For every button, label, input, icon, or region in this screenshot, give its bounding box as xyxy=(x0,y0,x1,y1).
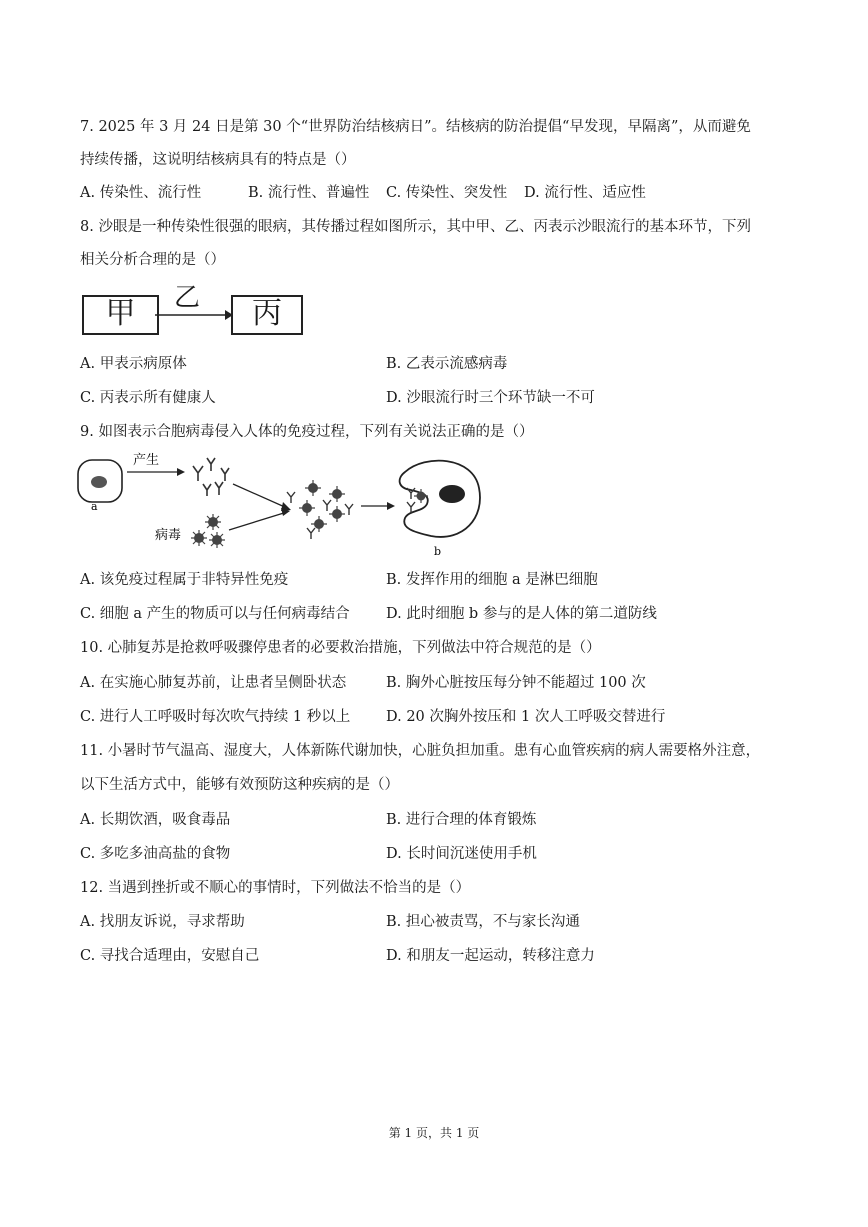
q9-option-a: A. 该免疫过程属于非特异性免疫 xyxy=(80,572,289,588)
antigen-antibody-complex-icon xyxy=(302,483,342,529)
q8-stem-line1: 8. 沙眼是一种传染性很强的眼病，其传播过程如图所示，其中甲、乙、丙表示沙眼流行的基本环节，下列 xyxy=(80,219,751,235)
page-footer: 第 1 页，共 1 页 xyxy=(388,1126,480,1140)
antibodies-icon xyxy=(193,458,229,496)
q11-option-b: B. 进行合理的体育锻炼 xyxy=(386,812,537,828)
cell-b-label: b xyxy=(434,545,442,558)
q10-stem: 10. 心肺复苏是抢救呼吸骤停患者的必要救治措施，下列做法中符合规范的是（） xyxy=(80,640,601,656)
q7-stem-line1: 7. 2025 年 3 月 24 日是第 30 个“世界防治结核病日”。结核病的防治提倡“早发现，早隔离”，从而避免 xyxy=(80,119,751,135)
q10-option-a: A. 在实施心肺复苏前，让患者呈侧卧状态 xyxy=(80,675,347,691)
q8-arrow-label-yi: 乙 xyxy=(174,283,201,313)
q10-option-d: D. 20 次胸外按压和 1 次人工呼吸交替进行 xyxy=(386,709,666,725)
q9-option-d: D. 此时细胞 b 参与的是人体的第二道防线 xyxy=(386,606,657,622)
virus-label: 病毒 xyxy=(155,528,182,543)
q12-stem: 12. 当遇到挫折或不顺心的事情时，下列做法不恰当的是（） xyxy=(80,880,471,896)
q11-option-c: C. 多吃多油高盐的食物 xyxy=(80,846,231,862)
cell-a-icon xyxy=(78,460,122,502)
q9-stem: 9. 如图表示合胞病毒侵入人体的免疫过程，下列有关说法正确的是（） xyxy=(80,424,534,440)
q12-option-c: C. 寻找合适理由，安慰自己 xyxy=(80,948,260,964)
q9-option-c: C. 细胞 a 产生的物质可以与任何病毒结合 xyxy=(80,606,350,622)
q8-box-bing: 丙 xyxy=(231,295,303,335)
q8-option-b: B. 乙表示流感病毒 xyxy=(386,356,508,372)
q7-option-d: D. 流行性、适应性 xyxy=(524,185,646,201)
q7-option-b: B. 流行性、普遍性 xyxy=(248,185,370,201)
q8-option-c: C. 丙表示所有健康人 xyxy=(80,390,216,406)
q12-option-d: D. 和朋友一起运动，转移注意力 xyxy=(386,948,595,964)
q11-option-d: D. 长时间沉迷使用手机 xyxy=(386,846,537,862)
q11-stem-line1: 11. 小暑时节气温高、湿度大，人体新陈代谢加快，心脏负担加重。患有心血管疾病的病人需要格外注意， xyxy=(80,743,761,759)
q8-option-a: A. 甲表示病原体 xyxy=(80,356,187,372)
q9-option-b: B. 发挥作用的细胞 a 是淋巴细胞 xyxy=(386,572,598,588)
cell-a-label: a xyxy=(91,500,98,513)
produce-label: 产生 xyxy=(133,453,160,468)
q10-option-b: B. 胸外心脏按压每分钟不能超过 100 次 xyxy=(386,675,646,691)
q12-option-a: A. 找朋友诉说，寻求帮助 xyxy=(80,914,245,930)
q7-option-c: C. 传染性、突发性 xyxy=(386,185,508,201)
q7-stem-line2: 持续传播，这说明结核病具有的特点是（） xyxy=(80,152,356,168)
q8-option-d: D. 沙眼流行时三个环节缺一不可 xyxy=(386,390,595,406)
q10-option-c: C. 进行人工呼吸时每次吹气持续 1 秒以上 xyxy=(80,709,351,725)
q11-stem-line2: 以下生活方式中，能够有效预防这种疾病的是（） xyxy=(80,777,399,793)
q9-immune-diagram xyxy=(75,448,485,560)
q7-option-a: A. 传染性、流行性 xyxy=(80,185,202,201)
q12-option-b: B. 担心被责骂，不与家长沟通 xyxy=(386,914,580,930)
q11-option-a: A. 长期饮酒，吸食毒品 xyxy=(80,812,231,828)
q8-box-jia: 甲 xyxy=(82,295,159,335)
q8-stem-line2: 相关分析合理的是（） xyxy=(80,252,225,268)
